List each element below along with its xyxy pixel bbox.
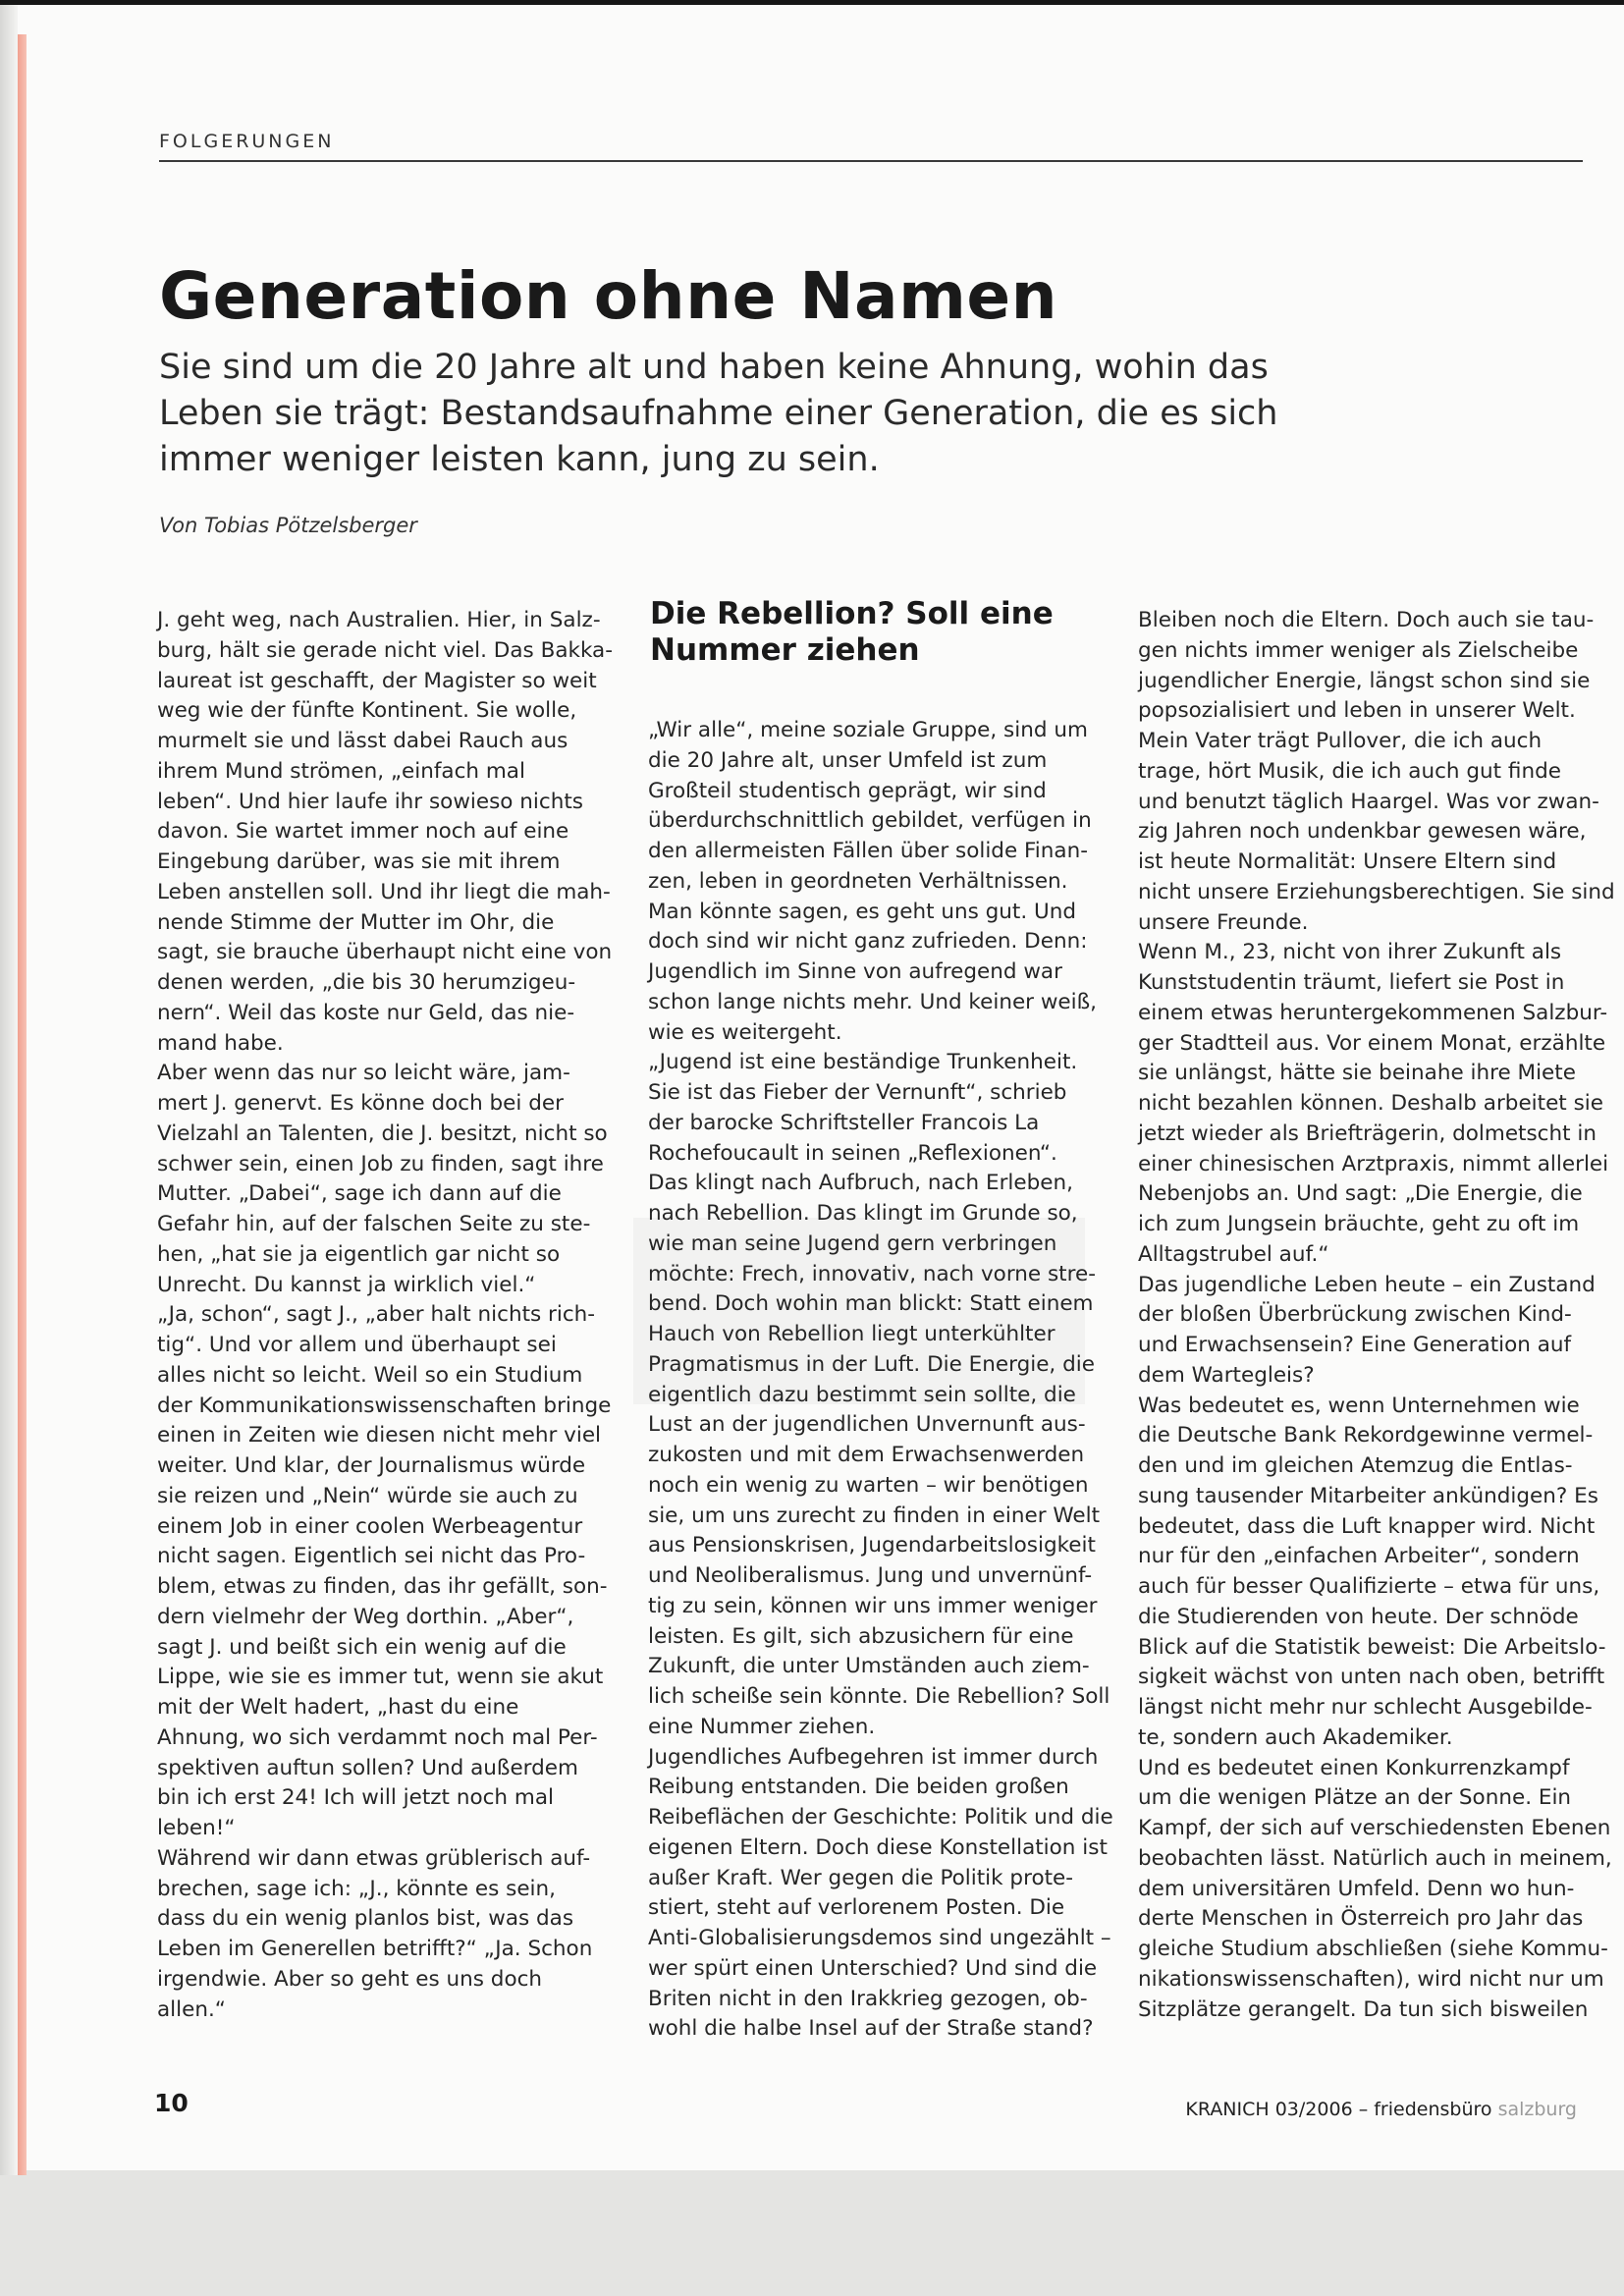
text-line: blem, etwas zu finden, das ihr gefällt, son- — [157, 1574, 608, 1599]
text-line: leben“. Und hier laufe ihr sowieso nichts — [157, 789, 583, 814]
text-line: dass du ein wenig planlos bist, was das — [157, 1906, 574, 1932]
text-line: sagt J. und beißt sich ein wenig auf die — [157, 1634, 567, 1660]
text-line: Jugendlich im Sinne von aufregend war — [648, 959, 1062, 984]
text-line: gen nichts immer weniger als Zielscheibe — [1138, 637, 1579, 663]
text-line: sagt, sie brauche überhaupt nicht eine von — [157, 940, 613, 965]
text-line: bend. Doch wohin man blickt: Statt einem — [648, 1291, 1094, 1317]
column-3 — [1138, 606, 1615, 2025]
text-line: einem Job in einer coolen Werbeagentur — [157, 1513, 583, 1539]
text-line: Gefahr hin, auf der falschen Seite zu ste- — [157, 1212, 591, 1236]
text-line: te, sondern auch Akademiker. — [1138, 1724, 1453, 1750]
page-gutter-shadow — [0, 5, 18, 2175]
text-line: eine Nummer ziehen. — [648, 1714, 876, 1739]
text-line: spektiven auftun sollen? Und außerdem — [157, 1755, 578, 1780]
text-line: mit der Welt hadert, „hast du eine — [157, 1695, 519, 1720]
lead-line: immer weniger leisten kann, jung zu sein. — [159, 440, 880, 479]
text-line: tig zu sein, können wir uns immer weniger — [648, 1593, 1098, 1618]
text-line: popsozialisiert und leben in unserer Welt. — [1138, 698, 1576, 724]
text-line: Reibeflächen der Geschichte: Politik und die — [648, 1805, 1113, 1830]
text-line: nern“. Weil das koste nur Geld, das nie- — [157, 1000, 575, 1025]
text-line: denen werden, „die bis 30 herumzigeu- — [157, 970, 576, 995]
text-line: schwer sein, einen Job zu finden, sagt ihre — [157, 1151, 604, 1176]
text-line: allen.“ — [157, 1996, 226, 2022]
text-line: Briten nicht in den Irakkrieg gezogen, ob- — [648, 1986, 1088, 2011]
column-1 — [157, 606, 613, 2025]
text-line: sigkeit wächst von unten nach oben, betrifft — [1138, 1665, 1605, 1690]
text-line: weiter. Und klar, der Journalismus würde — [157, 1453, 586, 1478]
text-line: noch ein wenig zu warten – wir benötigen — [648, 1472, 1089, 1498]
text-line: Rochefoucault in seinen „Reflexionen“. — [648, 1140, 1057, 1166]
subheading — [650, 596, 1102, 669]
text-line: trage, hört Musik, die ich auch gut finde — [1138, 758, 1561, 784]
text-line: Nebenjobs an. Und sagt: „Die Energie, die — [1138, 1181, 1583, 1207]
text-line: Großteil studentisch geprägt, wir sind — [648, 778, 1047, 803]
text-line: brechen, sage ich: „J., könnte es sein, — [157, 1876, 556, 1901]
byline: Von Tobias Pötzelsberger — [159, 514, 417, 537]
article-title: Generation ohne Namen — [159, 258, 1058, 334]
page-number: 10 — [154, 2089, 189, 2117]
text-line: sie unlängst, hätte sie beinahe ihre Miete — [1138, 1061, 1576, 1086]
text-line: mert J. genervt. Es könne doch bei der — [157, 1091, 564, 1116]
text-line: Blick auf die Statistik beweist: Die Arbeitslo- — [1138, 1634, 1606, 1660]
text-line: leben!“ — [157, 1816, 236, 1840]
text-line: dem universitären Umfeld. Denn wo hun- — [1138, 1876, 1575, 1901]
text-line: aus Pensionskrisen, Jugendarbeitslosigkeit — [648, 1533, 1096, 1558]
text-line: eigentlich dazu bestimmt sein sollte, die — [648, 1382, 1076, 1407]
footer-credit — [1185, 2099, 1577, 2120]
text-line: wie es weitergeht. — [648, 1019, 842, 1045]
text-line: nicht unsere Erziehungsberechtigen. Sie sind — [1138, 879, 1615, 904]
text-line: J. geht weg, nach Australien. Hier, in Salz- — [157, 608, 601, 632]
text-line: Anti-Globalisierungsdemos sind ungezählt – — [648, 1926, 1111, 1950]
text-line: unsere Freunde. — [1138, 909, 1309, 935]
text-line: die Studierenden von heute. Der schnöde — [1138, 1604, 1579, 1629]
text-line: und benutzt täglich Haargel. Was vor zwan- — [1138, 789, 1599, 814]
text-line: Was bedeutet es, wenn Unternehmen wie — [1138, 1393, 1580, 1418]
text-line: Das klingt nach Aufbruch, nach Erleben, — [648, 1171, 1073, 1196]
text-line: den und im gleichen Atemzug die Entlas- — [1138, 1453, 1573, 1478]
text-line: bin ich erst 24! Ich will jetzt noch mal — [157, 1785, 554, 1811]
text-line: überdurchschnittlich gebildet, verfügen in — [648, 808, 1092, 834]
text-line: ger Stadtteil aus. Vor einem Monat, erzählte — [1138, 1030, 1606, 1056]
text-line: wer spürt einen Unterschied? Und sind die — [648, 1955, 1098, 1981]
text-line: Lippe, wie sie es immer tut, wenn sie akut — [157, 1665, 604, 1690]
text-line: Mein Vater trägt Pullover, die ich auch — [1138, 729, 1543, 753]
text-line: derte Menschen in Österreich pro Jahr das — [1138, 1906, 1584, 1932]
text-line: davon. Sie wartet immer noch auf eine — [157, 819, 569, 845]
text-line: um die wenigen Plätze an der Sonne. Ein — [1138, 1785, 1572, 1811]
text-line: nach Rebellion. Das klingt im Grunde so, — [648, 1201, 1078, 1226]
text-line: einer chinesischen Arztpraxis, nimmt allerlei — [1138, 1151, 1609, 1176]
text-line: Das jugendliche Leben heute – ein Zustand — [1138, 1272, 1596, 1297]
footer-city: salzburg — [1497, 2099, 1577, 2120]
text-line: hen, „hat sie ja eigentlich gar nicht so — [157, 1241, 561, 1267]
text-line: Jugendliches Aufbegehren ist immer durch — [648, 1744, 1099, 1770]
text-line: Leben im Generellen betrifft?“ „Ja. Schon — [157, 1937, 593, 1961]
text-line: und Erwachsensein? Eine Generation auf — [1138, 1333, 1572, 1357]
text-line: möchte: Frech, innovativ, nach vorne stre- — [648, 1261, 1096, 1286]
lead-line: Leben sie trägt: Bestandsaufnahme einer Generation, die es sich — [159, 394, 1278, 433]
text-line: ich zum Jungsein bräuchte, geht zu oft im — [1138, 1212, 1580, 1236]
text-line: der barocke Schriftsteller Francois La — [648, 1110, 1040, 1135]
header-rule — [159, 160, 1583, 162]
text-line: Reibung entstanden. Die beiden großen — [648, 1775, 1069, 1800]
text-line: die Deutsche Bank Rekordgewinne vermel- — [1138, 1423, 1594, 1449]
text-line: Alltagstrubel auf.“ — [1138, 1241, 1329, 1267]
text-line: gleiche Studium abschließen (siehe Kommu- — [1138, 1937, 1608, 1961]
subheading-line: Nummer ziehen — [650, 632, 920, 668]
text-line: lich scheiße sein könnte. Die Rebellion? Soll — [648, 1684, 1110, 1709]
text-line: Man könnte sagen, es geht uns gut. Und — [648, 899, 1077, 924]
article-lead — [159, 345, 1278, 483]
text-line: der Kommunikationswissenschaften bringe — [157, 1393, 612, 1418]
text-line: Und es bedeutet einen Konkurrenzkampf — [1138, 1755, 1570, 1780]
text-line: eigenen Eltern. Doch diese Konstellation ist — [648, 1834, 1108, 1860]
text-line: zen, leben in geordneten Verhältnissen. — [648, 868, 1068, 894]
lead-line: Sie sind um die 20 Jahre alt und haben keine Ahnung, wohin das — [159, 348, 1269, 387]
text-line: nende Stimme der Mutter im Ohr, die — [157, 909, 555, 935]
text-line: Sie ist das Fieber der Vernunft“, schrieb — [648, 1080, 1067, 1105]
text-line: zukosten und mit dem Erwachsenwerden — [648, 1443, 1085, 1467]
text-line: Hauch von Rebellion liegt unterkühlter — [648, 1322, 1056, 1346]
text-line: wie man seine Jugend gern verbringen — [648, 1230, 1057, 1256]
text-line: „Ja, schon“, sagt J., „aber halt nichts rich- — [157, 1302, 596, 1328]
text-line: nikationswissenschaften), wird nicht nur um — [1138, 1966, 1604, 1992]
text-line: doch sind wir nicht ganz zufrieden. Denn: — [648, 929, 1088, 955]
text-line: nicht bezahlen können. Deshalb arbeitet sie — [1138, 1091, 1603, 1116]
text-line: beobachten lässt. Natürlich auch in meinem, — [1138, 1845, 1612, 1871]
page-edge-stripe — [18, 34, 27, 2175]
text-line: einen in Zeiten wie diesen nicht mehr viel — [157, 1423, 602, 1449]
text-line: die 20 Jahre alt, unser Umfeld ist zum — [648, 747, 1048, 773]
text-line: Unrecht. Du kannst ja wirklich viel.“ — [157, 1272, 536, 1297]
text-line: Kunststudentin träumt, liefert sie Post in — [1138, 970, 1565, 995]
text-line: wohl die halbe Insel auf der Straße stand? — [648, 2016, 1094, 2042]
text-line: sie, um uns zurecht zu finden in einer Welt — [648, 1503, 1101, 1528]
subheading-line: Die Rebellion? Soll eine — [650, 596, 1054, 631]
text-line: Leben anstellen soll. Und ihr liegt die mah- — [157, 879, 611, 904]
text-line: Während wir dann etwas grüblerisch auf- — [157, 1845, 591, 1871]
text-line: burg, hält sie gerade nicht viel. Das Bakka- — [157, 637, 613, 663]
text-line: einem etwas heruntergekommenen Salzbur- — [1138, 1000, 1608, 1025]
text-line: sung tausender Mitarbeiter ankündigen? Es — [1138, 1483, 1598, 1508]
magazine-issue: KRANICH 03/2006 – friedensbüro — [1185, 2099, 1492, 2120]
text-line: dem Wartegleis? — [1138, 1362, 1315, 1388]
text-line: zig Jahren noch undenkbar gewesen wäre, — [1138, 819, 1587, 845]
text-line: der bloßen Überbrückung zwischen Kind- — [1138, 1302, 1572, 1328]
text-line: jugendlicher Energie, längst schon sind sie — [1138, 668, 1591, 693]
text-line: Zukunft, die unter Umständen auch ziem- — [648, 1654, 1090, 1679]
text-line: „Wir alle“, meine soziale Gruppe, sind um — [648, 718, 1088, 742]
text-line: jetzt wieder als Briefträgerin, dolmetscht in — [1138, 1121, 1597, 1146]
text-line: ihrem Mund strömen, „einfach mal — [157, 758, 525, 784]
text-line: tig“. Und vor allem und überhaupt sei — [157, 1333, 557, 1357]
text-line: Pragmatismus in der Luft. Die Energie, die — [648, 1351, 1095, 1377]
text-line: schon lange nichts mehr. Und keiner weiß, — [648, 989, 1098, 1014]
text-line: Sitzplätze gerangelt. Da tun sich bisweilen — [1138, 1996, 1589, 2022]
text-line: Lust an der jugendlichen Unvernunft aus- — [648, 1412, 1086, 1438]
text-line: nur für den „einfachen Arbeiter“, sondern — [1138, 1544, 1580, 1569]
text-line: längst nicht mehr nur schlecht Ausgebilde- — [1138, 1695, 1593, 1720]
text-line: Ahnung, wo sich verdammt noch mal Per- — [157, 1724, 598, 1750]
text-line: sie reizen und „Nein“ würde sie auch zu — [157, 1483, 578, 1508]
text-line: dern vielmehr der Weg dorthin. „Aber“, — [157, 1604, 574, 1629]
text-line: den allermeisten Fällen über solide Finan- — [648, 839, 1088, 863]
text-line: Aber wenn das nur so leicht wäre, jam- — [157, 1061, 570, 1086]
text-line: Eingebung darüber, was sie mit ihrem — [157, 849, 561, 874]
text-line: Mutter. „Dabei“, sage ich dann auf die — [157, 1181, 562, 1207]
text-line: Vielzahl an Talenten, die J. besitzt, nicht so — [157, 1121, 608, 1146]
text-line: murmelt sie und lässt dabei Rauch aus — [157, 729, 568, 753]
text-line: stiert, steht auf verlorenem Posten. Die — [648, 1895, 1065, 1921]
text-line: alles nicht so leicht. Weil so ein Studium — [157, 1362, 583, 1388]
text-line: „Jugend ist eine beständige Trunkenheit. — [648, 1050, 1078, 1075]
text-line: ist heute Normalität: Unsere Eltern sind — [1138, 849, 1557, 874]
text-line: irgendwie. Aber so geht es uns doch — [157, 1966, 543, 1992]
section-label: FOLGERUNGEN — [159, 131, 335, 152]
text-line: Bleiben noch die Eltern. Doch auch sie tau- — [1138, 608, 1595, 632]
text-line: mand habe. — [157, 1030, 284, 1056]
text-line: laureat ist geschafft, der Magister so weit — [157, 668, 597, 693]
text-line: weg wie der fünfte Kontinent. Sie wolle, — [157, 698, 577, 724]
column-2 — [648, 716, 1113, 2045]
text-line: auch für besser Qualifizierte – etwa für uns, — [1138, 1574, 1600, 1599]
text-line: und Neoliberalismus. Jung und unvernünf- — [648, 1563, 1093, 1588]
text-line: leisten. Es gilt, sich abzusichern für eine — [648, 1623, 1074, 1649]
text-line: bedeutet, dass die Luft knapper wird. Nicht — [1138, 1513, 1596, 1539]
text-line: außer Kraft. Wer gegen die Politik prote- — [648, 1865, 1074, 1890]
text-line: Kampf, der sich auf verschiedensten Ebenen — [1138, 1816, 1611, 1840]
text-line: Wenn M., 23, nicht von ihrer Zukunft als — [1138, 940, 1562, 965]
text-line: nicht sagen. Eigentlich sei nicht das Pro- — [157, 1544, 586, 1569]
